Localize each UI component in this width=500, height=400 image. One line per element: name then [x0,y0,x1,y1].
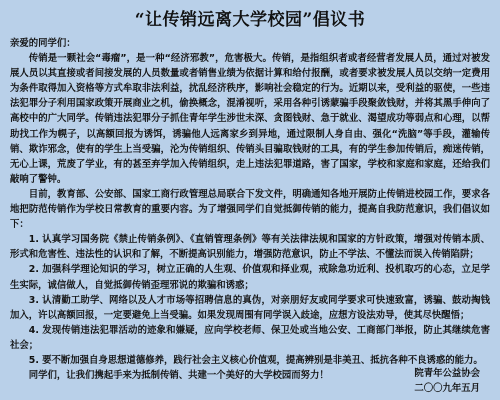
list-item: 4. 发现传销违法犯罪活动的迹象和嫌疑，应向学校老师、保卫处或当地公安、工商部门举报，防止其继续危害社会； [10,324,490,351]
document-body [10,36,490,383]
list-item: 1. 认真学习国务院《禁止传销条例》、《直销管理条例》等有关法律法规和国家的方针政策，增强对传销本质、形式和危害性、违法性的认识和了解，不断提高识别能力，增强防范意识，防止不学法、不懂法而误入传销陷阱； [10,234,490,261]
greeting-line: 亲爱的同学们： [10,38,76,49]
signature-date: 二〇〇九年五月 [414,383,480,394]
list-item: 2. 加强科学理论知识的学习，树立正确的人生观、价值观和择业观，戒除急功近利、投机取巧的心态，立足学生实际，诚信做人，自觉抵御传销歪理邪说的欺骗和诱惑； [10,264,490,291]
paragraph: 传销是一颗社会“毒瘤”，是一种“经济邪教”，危害极大。传销，是指组织者或者经营者发展人员，通过对被发展人员以其直接或者间接发展的人员数量或者销售业绩为依据计算和给付报酬，或者要求被发展人员以交纳一定费用为条件取得加入资格等方式牟取非法利益，扰乱经济秩序，影响社会稳定的行为。近期以来，受利益的驱使，一些违法犯罪分子利用国家政策开展商业之机，偷换概念，混淆视听，采用各种引诱蒙骗手段聚敛钱财，并将其黑手伸向了高校中的广大同学。传销违法犯罪分子抓住青年学生涉世未深、贪图钱财、急于就业、渴望成功等弱点和心理，以帮助找工作为幌子，以高额回报为诱饵，诱骗他人远离家乡到异地，通过限制人身自由、强化“洗脑”等手段，灌输传销、欺诈邪念，使有的学生上当受骗，沦为传销组织、传销头目骗取钱财的工具，有的学生参加传销后，痴迷传销，无心上课，荒废了学业，有的甚至弃学加入传销组织，走上违法犯罪道路，害了国家，学校和家庭和家庭，还给我们敲响了警钟。 [10,53,490,185]
signature-org: 院青年公益协会 [414,368,480,379]
paragraph: 目前，教育部、公安部、国家工商行政管理总局联合下发文件，明确通知各地开展防止传销进校园工作，要求各地把防范传销作为学校日常教育的重要内容。为了增强同学们自觉抵御传销的能力，提高自我防范意识，我们倡议如下： [10,188,490,231]
closing-line: 同学们，让我们携起手来为抵制传销、共建一个美好的大学校园而努力！ [28,370,329,382]
document-title: “让传销远离大学校园”倡议书 [134,10,366,30]
list-item: 3. 认清勤工助学、网络以及人才市场等招聘信息的真伪，对亲朋好友或同学要求可快速致富，诱骗、鼓动掏钱加入，许以高额回报，一定要避免上当受骗。如果发现周围有同学误入歧途，应想方设法劝导，使其尽快醒悟； [10,294,490,321]
list-item: 5. 要不断加强自身思想道德修养，践行社会主义核心价值观，提高辨别是非美丑、抵抗各种不良诱惑的能力。 [28,354,483,366]
proposal-list [10,232,490,368]
signature-block [414,366,480,396]
